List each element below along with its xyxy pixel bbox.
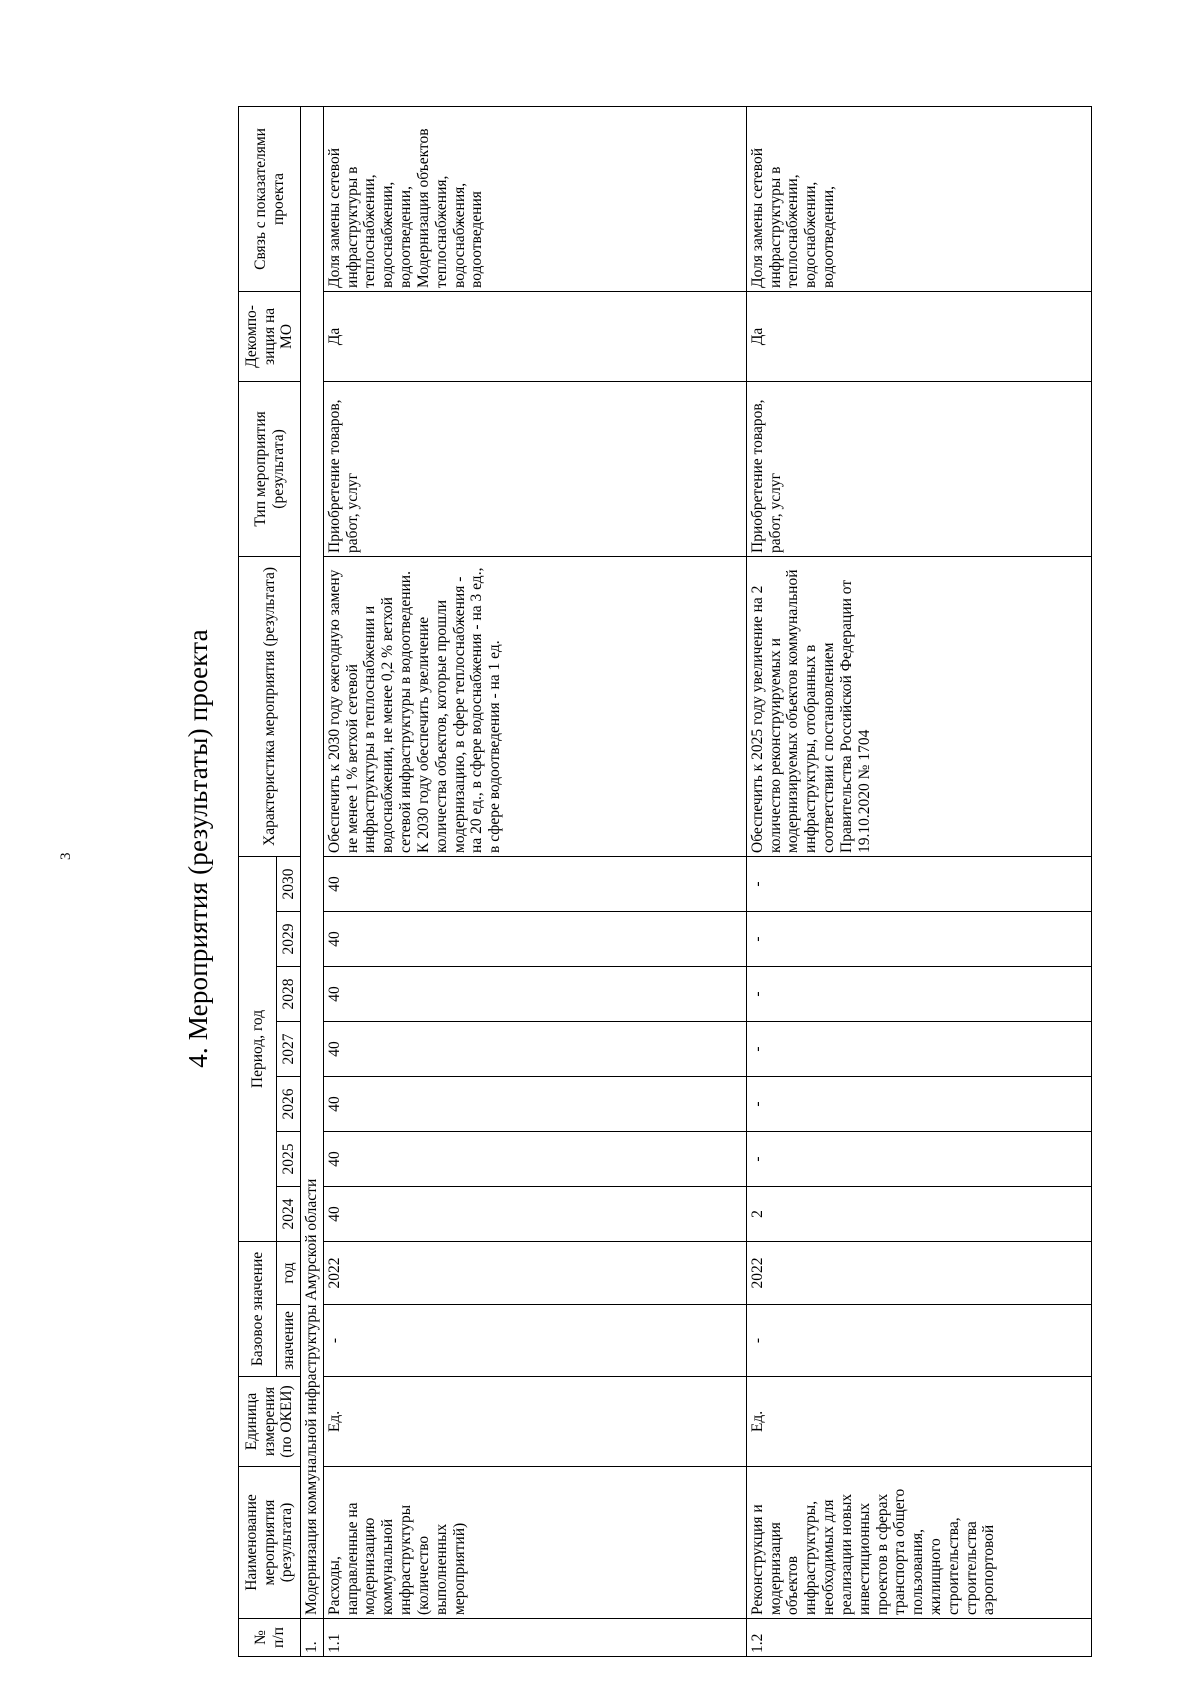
row-base-year: 2022 bbox=[746, 1241, 1091, 1304]
row-value: 40 bbox=[323, 911, 746, 966]
header-num: № п/п bbox=[239, 1619, 301, 1657]
row-decomposition: Да bbox=[746, 291, 1091, 381]
row-num: 1.1 bbox=[323, 1619, 746, 1657]
section-row bbox=[301, 106, 324, 1656]
row-value: - bbox=[746, 1076, 1091, 1131]
row-value: 40 bbox=[323, 1076, 746, 1131]
header-decomposition: Декомпо-зиция на МО bbox=[239, 291, 301, 381]
row-name: Расходы, направленные на модернизацию коммунальной инфраструктуры (количество выполненных мероприятий) bbox=[323, 1467, 746, 1619]
header-year: 2024 bbox=[277, 1186, 301, 1241]
table-row bbox=[323, 106, 746, 1656]
row-value: - bbox=[746, 911, 1091, 966]
row-num: 1.2 bbox=[746, 1619, 1091, 1657]
header-period: Период, год bbox=[239, 856, 277, 1241]
page-number: 3 bbox=[58, 852, 74, 860]
header-base-year: год bbox=[277, 1241, 301, 1304]
header-characteristic: Характеристика мероприятия (результата) bbox=[239, 556, 301, 856]
row-value: 40 bbox=[323, 966, 746, 1021]
header-type: Тип мероприятия (результата) bbox=[239, 381, 301, 556]
header-name: Наименование мероприятия (результата) bbox=[239, 1467, 301, 1619]
section-title: Модернизация коммунальной инфраструктуры Амурской области bbox=[301, 106, 324, 1618]
row-value: 40 bbox=[323, 1021, 746, 1076]
row-unit: Ед. bbox=[323, 1377, 746, 1467]
section-num: 1. bbox=[301, 1619, 324, 1657]
header-year: 2029 bbox=[277, 911, 301, 966]
row-value: 40 bbox=[323, 856, 746, 911]
activities-table bbox=[238, 106, 1092, 1657]
row-value: 2 bbox=[746, 1186, 1091, 1241]
row-link: Доля замены сетевой инфраструктуры в теплоснабжении, водоснабжении, водоотведении, bbox=[746, 106, 1091, 291]
row-value: - bbox=[746, 1131, 1091, 1186]
row-value: - bbox=[746, 856, 1091, 911]
row-value: 40 bbox=[323, 1131, 746, 1186]
row-value: - bbox=[746, 1021, 1091, 1076]
header-year: 2025 bbox=[277, 1131, 301, 1186]
row-value: - bbox=[746, 966, 1091, 1021]
row-value: 40 bbox=[323, 1186, 746, 1241]
header-year: 2028 bbox=[277, 966, 301, 1021]
header-year: 2030 bbox=[277, 856, 301, 911]
row-base-value: - bbox=[746, 1305, 1091, 1377]
header-unit: Единица измерения (по ОКЕИ) bbox=[239, 1377, 301, 1467]
row-base-year: 2022 bbox=[323, 1241, 746, 1304]
header-link: Связь с показателями проекта bbox=[239, 106, 301, 291]
header-year: 2027 bbox=[277, 1021, 301, 1076]
row-name: Реконструкция и модернизация объектов инфраструктуры, необходимых для реализации новых инвестиционных проектов в сферах транспорта общего пользования, жилищного строительства, строительства аэропортовой bbox=[746, 1467, 1091, 1619]
header-base-value: значение bbox=[277, 1305, 301, 1377]
row-link: Доля замены сетевой инфраструктуры в теплоснабжении, водоснабжении, водоотведении, Модернизация объектов теплоснабжения, водоснабжения, водоотведения bbox=[323, 106, 746, 291]
table-row bbox=[746, 106, 1091, 1656]
row-type: Приобретение товаров, работ, услуг bbox=[323, 381, 746, 556]
page-title: 4. Мероприятия (результаты) проекта bbox=[183, 629, 213, 1068]
row-type: Приобретение товаров, работ, услуг bbox=[746, 381, 1091, 556]
header-year: 2026 bbox=[277, 1076, 301, 1131]
row-characteristic: Обеспечить к 2030 году ежегодную замену не менее 1 % ветхой сетевой инфраструктуры в теплоснабжении и водоснабжении, не менее 0,2 % ветхой сетевой инфраструктуры в водоотведении. К 2030 году обеспечить увеличение количества объектов, которые прошли модернизацию, в сфере теплоснабжения - на 20 ед., в сфере водоснабжения - на 3 ед., в сфере водоотведения - на 1 ед. bbox=[323, 556, 746, 856]
row-base-value: - bbox=[323, 1305, 746, 1377]
row-characteristic: Обеспечить к 2025 году увеличение на 2 количество реконструируемых и модернизируемых объектов коммунальной инфраструктуры, отобранных в соответствии с постановлением Правительства Российской Федерации от 19.10.2020 № 1704 bbox=[746, 556, 1091, 856]
header-base: Базовое значение bbox=[239, 1241, 277, 1376]
row-decomposition: Да bbox=[323, 291, 746, 381]
row-unit: Ед. bbox=[746, 1377, 1091, 1467]
